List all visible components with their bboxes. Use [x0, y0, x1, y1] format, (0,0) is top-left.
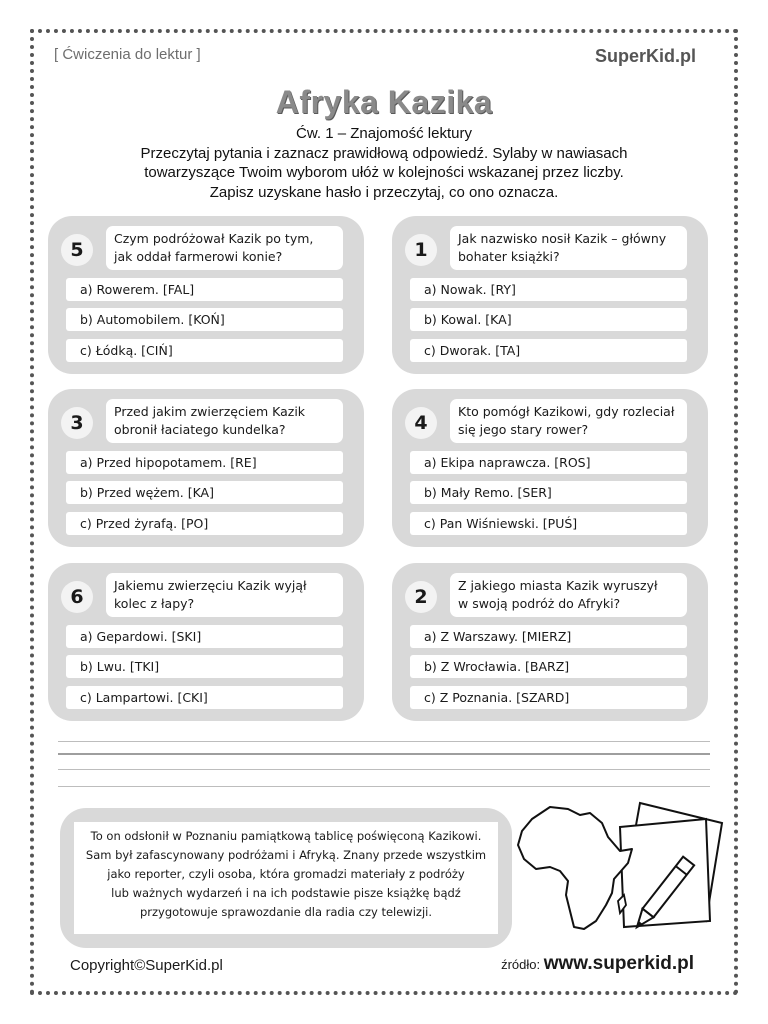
- question-line: jak oddał farmerowi konie?: [114, 249, 283, 264]
- info-line: jako reporter, czyli osoba, która gromadzi materiały z podróży: [107, 867, 465, 881]
- answer-option-a[interactable]: a) Ekipa naprawcza. [ROS]: [410, 451, 687, 474]
- answer-option-c[interactable]: c) Lampartowi. [CKI]: [66, 686, 343, 709]
- answer-line[interactable]: [58, 769, 710, 770]
- info-panel: [60, 808, 512, 948]
- question-line: kolec z łapy?: [114, 596, 195, 611]
- question-line: Z jakiego miasta Kazik wyruszył: [458, 578, 658, 593]
- answer-option-b[interactable]: b) Przed wężem. [KA]: [66, 481, 343, 504]
- answer-option-a[interactable]: a) Z Warszawy. [MIERZ]: [410, 625, 687, 648]
- question-number: 4: [405, 407, 437, 439]
- info-text: [74, 822, 498, 934]
- info-line: przygotowuje sprawozdanie dla radia czy telewizji.: [139, 905, 432, 919]
- question-text: [106, 399, 343, 443]
- question-number: 1: [405, 234, 437, 266]
- source: [501, 953, 694, 975]
- question-card-5: [48, 216, 364, 374]
- instruction-line: Zapisz uzyskane hasło i przeczytaj, co ono oznacza.: [209, 183, 559, 201]
- question-number: 5: [61, 234, 93, 266]
- answer-line[interactable]: [58, 786, 710, 787]
- answer-option-a[interactable]: a) Nowak. [RY]: [410, 278, 687, 301]
- question-card-3: [48, 389, 364, 547]
- answer-option-c[interactable]: c) Przed żyrafą. [PO]: [66, 512, 343, 535]
- page-title: Afryka Kazika: [275, 84, 493, 120]
- question-card-6: [48, 563, 364, 721]
- source-link[interactable]: www.superkid.pl: [543, 953, 694, 974]
- instructions: [90, 124, 678, 202]
- answer-option-b[interactable]: b) Z Wrocławia. [BARZ]: [410, 655, 687, 678]
- answer-option-b[interactable]: b) Mały Remo. [SER]: [410, 481, 687, 504]
- answer-option-a[interactable]: a) Przed hipopotamem. [RE]: [66, 451, 343, 474]
- answer-line[interactable]: [58, 753, 710, 755]
- question-line: się jego stary rower?: [458, 422, 589, 437]
- info-line: lub ważnych wydarzeń i na ich podstawie pisze książkę bądź: [111, 886, 461, 900]
- instruction-line: Przeczytaj pytania i zaznacz prawidłową odpowiedź. Sylaby w nawiasach: [140, 144, 628, 162]
- question-line: bohater książki?: [458, 249, 560, 264]
- answer-option-b[interactable]: b) Lwu. [TKI]: [66, 655, 343, 678]
- exercise-subtitle: Ćw. 1 – Znajomość lektury: [296, 125, 472, 142]
- answer-option-a[interactable]: a) Rowerem. [FAL]: [66, 278, 343, 301]
- question-text: [450, 573, 687, 617]
- info-line: To on odsłonił w Poznaniu pamiątkową tablicę poświęconą Kazikowi.: [90, 829, 482, 843]
- answer-option-c[interactable]: c) Z Poznania. [SZARD]: [410, 686, 687, 709]
- brand-logo: SuperKid.pl: [594, 46, 696, 66]
- question-line: obronił łaciatego kundelka?: [114, 422, 286, 437]
- question-line: Czym podróżował Kazik po tym,: [114, 231, 314, 246]
- answer-option-b[interactable]: b) Automobilem. [KOŃ]: [66, 308, 343, 331]
- question-text: [106, 226, 343, 270]
- question-text: [450, 226, 687, 270]
- category-tag: [ Ćwiczenia do lektur ]: [54, 46, 201, 63]
- question-card-4: [392, 389, 708, 547]
- question-line: w swoją podróż do Afryki?: [458, 596, 621, 611]
- question-line: Jak nazwisko nosił Kazik – główny: [458, 231, 667, 246]
- instruction-line: towarzyszące Twoim wyborom ułóż w kolejności wskazanej przez liczby.: [144, 164, 624, 181]
- copyright: Copyright©SuperKid.pl: [70, 957, 223, 974]
- answer-option-b[interactable]: b) Kowal. [KA]: [410, 308, 687, 331]
- question-text: [106, 573, 343, 617]
- question-number: 6: [61, 581, 93, 613]
- question-line: Kto pomógł Kazikowi, gdy rozleciał: [458, 404, 675, 419]
- answer-option-a[interactable]: a) Gepardowi. [SKI]: [66, 625, 343, 648]
- info-line: Sam był zafascynowany podróżami i Afryką. Znany przede wszystkim: [85, 848, 487, 862]
- answer-option-c[interactable]: c) Pan Wiśniewski. [PUŚ]: [410, 512, 687, 535]
- answer-option-c[interactable]: c) Łódką. [CIŃ]: [66, 339, 343, 362]
- source-label: źródło:: [501, 957, 544, 972]
- question-card-2: [392, 563, 708, 721]
- question-line: Przed jakim zwierzęciem Kazik: [114, 404, 306, 419]
- question-number: 3: [61, 407, 93, 439]
- question-line: Jakiemu zwierzęciu Kazik wyjął: [114, 578, 307, 593]
- answer-option-c[interactable]: c) Dworak. [TA]: [410, 339, 687, 362]
- question-text: [450, 399, 687, 443]
- question-number: 2: [405, 581, 437, 613]
- answer-line[interactable]: [58, 741, 710, 742]
- question-card-1: [392, 216, 708, 374]
- africa-map-papers-pencil-icon: [510, 793, 732, 943]
